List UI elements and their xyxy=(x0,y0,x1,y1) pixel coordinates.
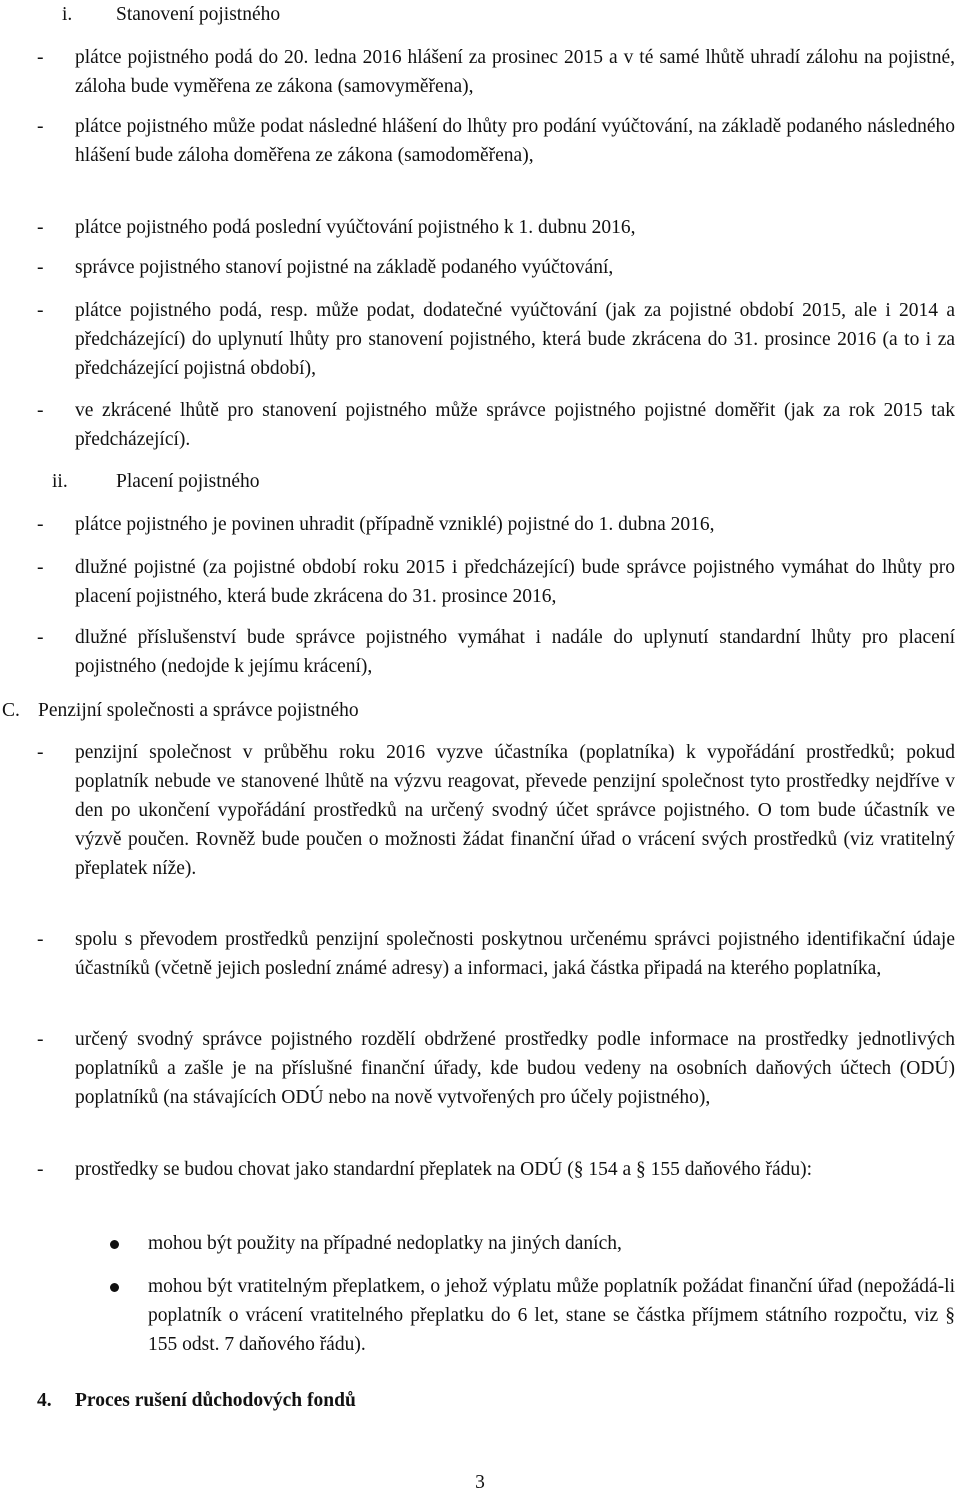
list-item: - správce pojistného stanoví pojistné na základě podaného vyúčtování, xyxy=(37,257,614,278)
list-item: - dlužné příslušenství bude správce pojistného vymáhat i nadále do uplynutí standardní lhůty pro placení pojistného (nedojde k jejímu krácení), xyxy=(37,627,955,677)
list-item: - penzijní společnost v průběhu roku 2016 vyzve účastníka (poplatníka) k vypořádání prostředků; pokud poplatník nebude ve stanovené lhůtě na výzvu reagovat, převede penzijní společnost tyto prostředky nejdříve v den po ukončení vypořádání prostředků na určený svodný účet správce pojistného. O tom bude účastník ve výzvě poučen. Rovněž bude poučen o možnosti žádat finanční úřad o vrácení svých prostředků (viz vratitelný přeplatek níže). xyxy=(37,742,955,879)
section-number: 4. xyxy=(37,1390,52,1411)
section-title: Placení pojistného xyxy=(116,471,260,492)
page-number: 3 xyxy=(475,1472,485,1493)
section-title: Stanovení pojistného xyxy=(116,4,281,25)
bullet-dot-icon xyxy=(110,1240,119,1249)
section-title: Penzijní společnosti a správce pojistného xyxy=(38,700,359,721)
bullet-dot-icon xyxy=(110,1283,119,1292)
list-item: - určený svodný správce pojistného rozdělí obdržené prostředky podle informace na prostředky jednotlivých poplatníků a zašle je na příslušné finanční úřady, kde budou vedeny na osobních daňových účtech (ODÚ) poplatníků (na stávajících ODÚ nebo na nově vytvořených pro účely pojistného), xyxy=(37,1029,955,1108)
section-title: Proces rušení důchodových fondů xyxy=(75,1390,356,1411)
list-item: - plátce pojistného je povinen uhradit (případně vzniklé) pojistné do 1. dubna 2016, xyxy=(37,514,715,535)
list-item: - plátce pojistného podá do 20. ledna 2016 hlášení za prosinec 2015 a v té samé lhůtě uhradí zálohu na pojistné, záloha bude vyměřena ze zákona (samovyměřena), xyxy=(37,47,955,97)
section-number: ii. xyxy=(52,471,68,492)
list-item: - plátce pojistného podá poslední vyúčtování pojistného k 1. dubnu 2016, xyxy=(37,217,636,238)
section-number: i. xyxy=(62,4,73,25)
list-item: - ve zkrácené lhůtě pro stanovení pojistného může správce pojistného pojistné doměřit (jak za rok 2015 tak předcházející). xyxy=(37,400,955,450)
bullet-item: mohou být použity na případné nedoplatky na jiných daních, xyxy=(0,1229,955,1258)
list-item: - prostředky se budou chovat jako standardní přeplatek na ODÚ (§ 154 a § 155 daňového řádu): xyxy=(37,1159,813,1180)
bullet-item: mohou být vratitelným přeplatkem, o jehož výplatu může poplatník požádat finanční úřad (nepožádá-li poplatník o vrácení vratitelného přeplatku do 6 let, stane se částka příjmem státního rozpočtu, viz § 155 odst. 7 daňového řádu). xyxy=(0,1272,955,1359)
list-item: - plátce pojistného podá, resp. může podat, dodatečné vyúčtování (jak za pojistné období 2015, ale i 2014 a předcházející) do uplynutí lhůty pro stanovení pojistného, která bude zkrácena do 31. prosince 2016 (a to i za předcházející pojistná období), xyxy=(37,300,955,379)
section-number: C. xyxy=(2,700,20,721)
list-item: - plátce pojistného může podat následné hlášení do lhůty pro podání vyúčtování, na základě podaného následného hlášení bude záloha doměřena ze zákona (samodoměřena), xyxy=(37,116,955,166)
list-item: - spolu s převodem prostředků penzijní společnosti poskytnou určenému správci pojistného identifikační údaje účastníků (včetně jejich poslední známé adresy) a informaci, jaká částka připadá na kterého poplatníka, xyxy=(37,929,955,979)
list-item: - dlužné pojistné (za pojistné období roku 2015 i předcházející) bude správce pojistného vymáhat do lhůty pro placení pojistného, která bude zkrácena do 31. prosince 2016, xyxy=(37,557,955,607)
